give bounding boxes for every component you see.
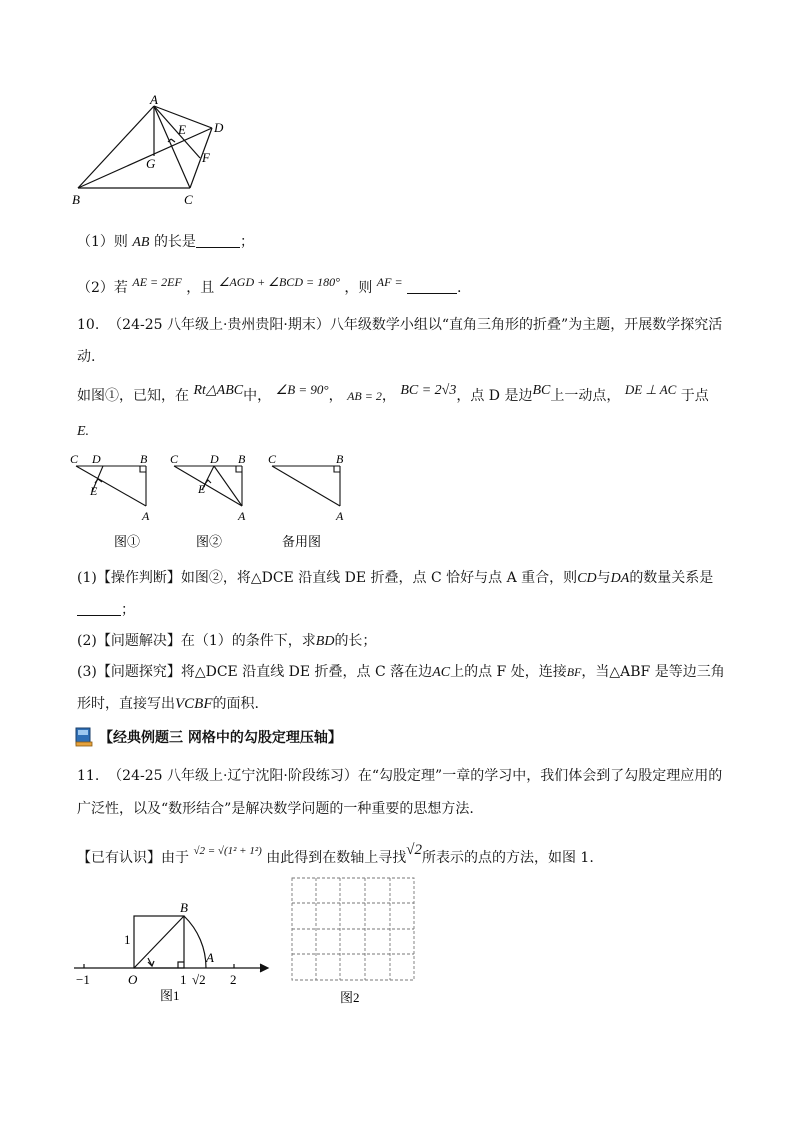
svg-text:E: E bbox=[90, 484, 98, 498]
svg-text:C: C bbox=[170, 452, 179, 466]
q10-part2: (2)【问题解决】在（1）的条件下，求BD的长； bbox=[77, 633, 377, 649]
q10-fig2-caption: 图② bbox=[196, 534, 223, 549]
q9-part1: （1）则 AB 的长是 ； bbox=[77, 234, 254, 250]
svg-text:D: D bbox=[210, 452, 219, 466]
q9-figure bbox=[70, 92, 240, 210]
q11-fig1-minus1: −1 bbox=[76, 972, 90, 987]
svg-text:B: B bbox=[238, 452, 246, 466]
q11-fig1-b: B bbox=[180, 900, 188, 915]
q9-label-d: D bbox=[214, 120, 224, 135]
svg-text:D: D bbox=[92, 452, 101, 466]
q10-intro-line1: 10. （24-25 八年级上·贵州贵阳·期末）八年级数学小组以“直角三角形的折叠”为主题，开展数学探究活 bbox=[77, 317, 723, 333]
q9-label-e: E bbox=[178, 122, 186, 137]
q11-fig1-two: 2 bbox=[230, 972, 237, 987]
section-heading: 【经典例题三 网格中的勾股定理压轴】 bbox=[75, 727, 342, 747]
svg-text:B: B bbox=[336, 452, 344, 466]
q10-part3-line2: 形时，直接写出VCBF的面积. bbox=[77, 696, 259, 712]
q9-answer-blank-1[interactable] bbox=[196, 247, 240, 248]
q9-label-c: C bbox=[184, 192, 193, 207]
svg-text:C: C bbox=[268, 452, 277, 466]
svg-text:E: E bbox=[198, 482, 206, 496]
q11-fig1-a: A bbox=[206, 950, 214, 965]
q10-given: 如图①，已知，在 Rt△ABC中， ∠B = 90°， AB = 2， BC = 2√3，点 D 是边BC上一动点， DE ⊥ AC 于点 bbox=[77, 382, 709, 404]
q9-part2: （2）若 AE = 2EF ，且 ∠AGD + ∠BCD = 180° ，则 AF = . bbox=[77, 275, 462, 296]
q11-intro-line2: 广泛性，以及“数形结合”是解决数学问题的一种重要的思想方法. bbox=[77, 801, 474, 817]
q11-fig1-caption: 图1 bbox=[160, 988, 180, 1003]
book-icon bbox=[75, 727, 93, 747]
q11-fig1-one: 1 bbox=[180, 972, 187, 987]
svg-text:B: B bbox=[140, 452, 148, 466]
q11-fig1-side: 1 bbox=[124, 932, 131, 947]
q9-label-a: A bbox=[150, 92, 158, 107]
q9-answer-blank-2[interactable] bbox=[407, 293, 457, 294]
q10-fig3-caption: 备用图 bbox=[282, 534, 322, 549]
q10-answer-blank[interactable] bbox=[77, 615, 121, 616]
q10-part3: (3)【问题探究】将△DCE 沿直线 DE 折叠，点 C 落在边AC上的点 F 处，连接BF，当△ABF 是等边三角 bbox=[77, 664, 725, 680]
q10-given-e: E. bbox=[77, 424, 90, 439]
q11-fig1-root2: √2 bbox=[192, 972, 206, 987]
q11-figure-2 bbox=[290, 876, 420, 1012]
q10-part1: (1)【操作判断】如图②，将△DCE 沿直线 DE 折叠，点 C 恰好与点 A 重合，则CD与DA的数量关系是 bbox=[77, 570, 714, 586]
svg-text:C: C bbox=[70, 452, 79, 466]
q10-part1-blank: ； bbox=[77, 600, 135, 620]
svg-text:A: A bbox=[238, 509, 246, 523]
q10-intro-line2: 动. bbox=[77, 349, 96, 365]
q10-figures bbox=[70, 450, 360, 550]
q11-figure-1 bbox=[70, 898, 280, 1008]
q9-label-f: F bbox=[202, 150, 210, 165]
svg-text:A: A bbox=[142, 509, 150, 523]
q11-fig2-caption: 图2 bbox=[340, 990, 360, 1005]
q9-label-b: B bbox=[72, 192, 80, 207]
svg-text:A: A bbox=[336, 509, 344, 523]
q11-known: 【已有认识】由于 $^{√2 = √(1^2 + 1^2)}$ 由此得到在数轴上寻找√2所表示的点的方法，如图 1. bbox=[77, 842, 594, 866]
q11-fig1-o: O bbox=[128, 972, 138, 987]
q10-fig1-caption: 图① bbox=[114, 534, 141, 549]
q11-intro-line1: 11. （24-25 八年级上·辽宁沈阳·阶段练习）在“勾股定理”一章的学习中，我们体会到了勾股定理应用的 bbox=[77, 768, 723, 784]
q9-label-g: G bbox=[146, 156, 156, 171]
